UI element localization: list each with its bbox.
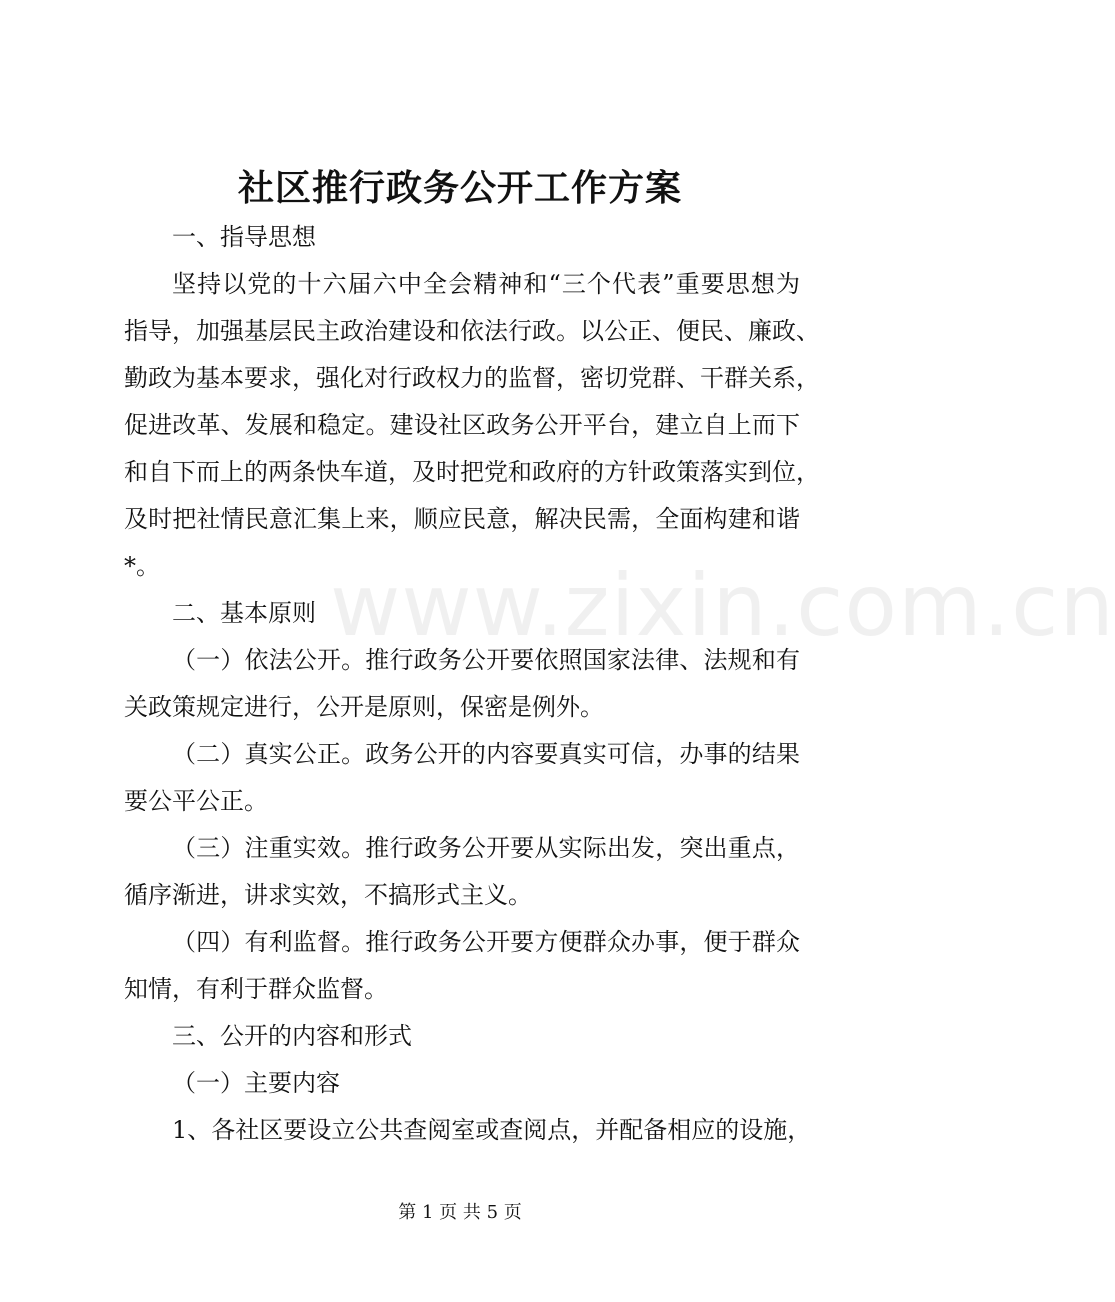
paragraph-line: （一）依法公开。推行政务公开要依照国家法律、法规和有 xyxy=(172,646,800,674)
paragraph-line: 知情，有利于群众监督。 xyxy=(124,975,388,1003)
paragraph-line: 促进改革、发展和稳定。建设社区政务公开平台，建立自上而下 xyxy=(124,411,800,439)
paragraph-line: 和自下而上的两条快车道，及时把党和政府的方针政策落实到位， xyxy=(124,458,820,486)
paragraph-line: （三）注重实效。推行政务公开要从实际出发，突出重点， xyxy=(172,834,800,862)
paragraph-line: 指导，加强基层民主政治建设和依法行政。以公正、便民、廉政、 xyxy=(124,317,820,345)
section-heading: 一、指导思想 xyxy=(172,223,316,251)
document-title: 社区推行政务公开工作方案 xyxy=(237,167,682,209)
paragraph-line: 坚持以党的十六届六中全会精神和“三个代表”重要思想为 xyxy=(172,270,800,298)
paragraph-line: 要公平公正。 xyxy=(124,787,268,815)
paragraph-line: 1、各社区要设立公共查阅室或查阅点，并配备相应的设施， xyxy=(172,1116,812,1144)
document-body xyxy=(124,214,824,1154)
paragraph-line: 勤政为基本要求，强化对行政权力的监督，密切党群、干群关系， xyxy=(124,364,820,392)
subsection-heading: （一）主要内容 xyxy=(172,1069,340,1097)
paragraph-line: 及时把社情民意汇集上来，顺应民意，解决民需，全面构建和谐 xyxy=(124,505,800,533)
paragraph-line: *。 xyxy=(124,552,160,580)
section-heading: 三、公开的内容和形式 xyxy=(172,1022,412,1050)
paragraph-line: 关政策规定进行，公开是原则，保密是例外。 xyxy=(124,693,604,721)
paragraph-line: （二）真实公正。政务公开的内容要真实可信，办事的结果 xyxy=(172,740,800,768)
section-heading: 二、基本原则 xyxy=(172,599,316,627)
page-footer: 第 1 页 共 5 页 xyxy=(398,1202,522,1223)
watermark: www.zixin.com.cn xyxy=(330,556,1115,656)
paragraph-line: 循序渐进，讲求实效，不搞形式主义。 xyxy=(124,881,532,909)
paragraph-line: （四）有利监督。推行政务公开要方便群众办事，便于群众 xyxy=(172,928,800,956)
